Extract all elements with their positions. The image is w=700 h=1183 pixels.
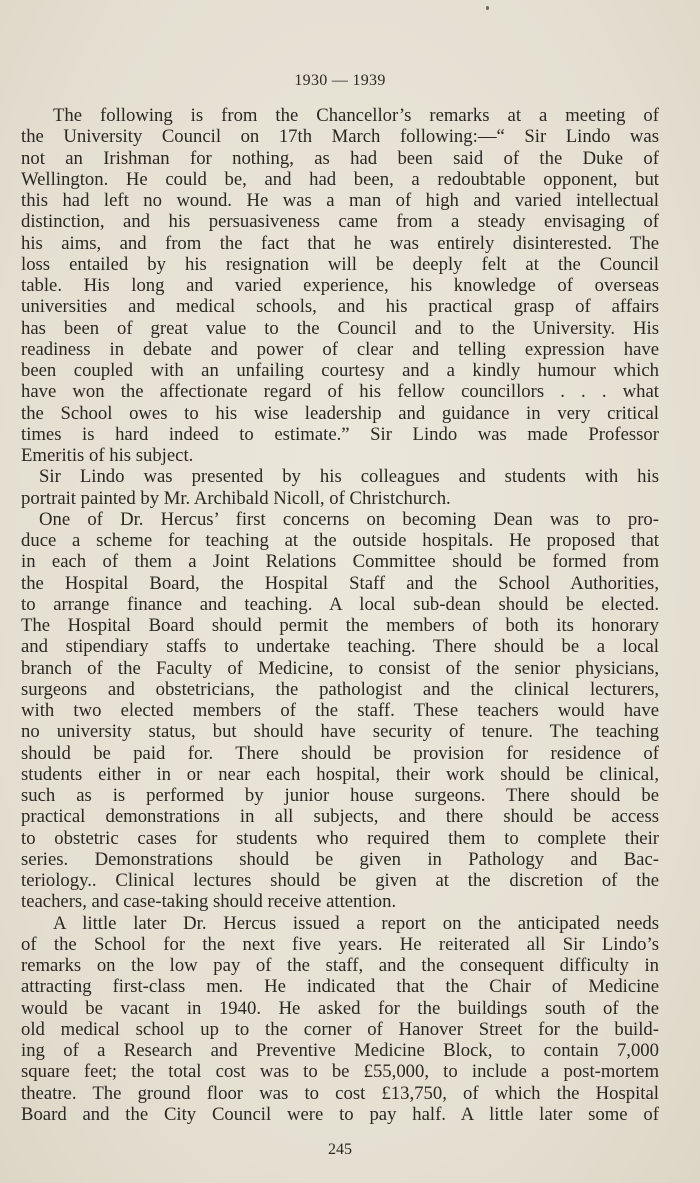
text-line: his aims, and from the fact that he was entirely disinterested. The	[21, 232, 659, 254]
text-line: and stipendiary staffs to undertake teaching. There should be a local	[21, 636, 659, 658]
text-line: has been of great value to the Council and to the University. His	[21, 317, 659, 339]
body-text	[21, 105, 659, 1125]
text-line: teachers, and case-taking should receive attention.	[21, 891, 397, 913]
page-number: 245	[328, 1141, 352, 1158]
text-line: distinction, and his persuasiveness came from a steady envisaging of	[21, 211, 659, 233]
text-line: square feet; the total cost was to be £55,000, to include a post-mortem	[21, 1061, 659, 1083]
text-line: universities and medical schools, and his practical grasp of affairs	[21, 296, 659, 318]
text-line: Board and the City Council were to pay half. A little later some of	[21, 1103, 659, 1125]
text-line: of the School for the next five years. He reiterated all Sir Lindo’s	[21, 933, 659, 955]
text-line: remarks on the low pay of the staff, and the consequent difficulty in	[21, 955, 659, 976]
text-line: Sir Lindo was presented by his colleagues and students with his	[39, 466, 659, 488]
text-line: The following is from the Chancellor’s remarks at a meeting of	[53, 105, 659, 126]
text-line: teriology.. Clinical lectures should be given at the discretion of the	[21, 870, 659, 891]
ink-speck	[486, 6, 489, 10]
text-line: this had left no wound. He was a man of high and varied intellectual	[21, 190, 659, 211]
text-line: been coupled with an unfailing courtesy and a kindly humour which	[21, 360, 659, 381]
text-line: not an Irishman for nothing, as had been said of the Duke of	[21, 147, 659, 169]
text-line: branch of the Faculty of Medicine, to consist of the senior physicians,	[21, 657, 659, 679]
text-line: Wellington. He could be, and had been, a redoubtable opponent, but	[21, 168, 659, 190]
text-line: would be vacant in 1940. He asked for the buildings south of the	[21, 997, 659, 1019]
paragraph	[21, 105, 659, 466]
paragraph	[21, 913, 659, 1126]
text-line: attracting first-class men. He indicated that the Chair of Medicine	[21, 976, 659, 998]
text-line: the University Council on 17th March following:—“ Sir Lindo was	[21, 126, 659, 148]
text-line: duce a scheme for teaching at the outside hospitals. He proposed that	[21, 530, 659, 551]
text-line: series. Demonstrations should be given in Pathology and Bac-	[21, 848, 659, 870]
text-line: table. His long and varied experience, his knowledge of overseas	[21, 275, 659, 296]
text-line: should be paid for. There should be provision for residence of	[21, 742, 659, 764]
text-line: have won the affectionate regard of his fellow councillors . . . what	[21, 381, 659, 403]
text-line: theatre. The ground floor was to cost £13,750, of which the Hospital	[21, 1082, 659, 1104]
text-line: times is hard indeed to estimate.” Sir Lindo was made Professor	[21, 423, 659, 445]
text-line: The Hospital Board should permit the members of both its honorary	[21, 615, 659, 636]
text-line: such as is performed by junior house surgeons. There should be	[21, 785, 659, 806]
text-line: old medical school up to the corner of Hanover Street for the build-	[21, 1018, 659, 1040]
text-line: ing of a Research and Preventive Medicine Block, to contain 7,000	[21, 1040, 659, 1061]
text-line: surgeons and obstetricians, the pathologist and the clinical lecturers,	[21, 678, 659, 700]
text-line: no university status, but should have security of tenure. The teaching	[21, 721, 659, 743]
text-line: the Hospital Board, the Hospital Staff and the School Authorities,	[21, 572, 659, 594]
text-line: the School owes to his wise leadership and guidance in very critical	[21, 402, 659, 424]
text-line: portrait painted by Mr. Archibald Nicoll, of Christchurch.	[21, 487, 451, 509]
text-line: to arrange finance and teaching. A local sub-dean should be elected.	[21, 593, 659, 615]
text-line: with two elected members of the staff. These teachers would have	[21, 700, 659, 721]
text-line: One of Dr. Hercus’ first concerns on becoming Dean was to pro-	[39, 508, 659, 530]
text-line: loss entailed by his resignation will be deeply felt at the Council	[21, 253, 659, 275]
text-line: practical demonstrations in all subjects, and there should be access	[21, 806, 659, 828]
text-line: in each of them a Joint Relations Committee should be formed from	[21, 551, 659, 573]
text-line: Emeritis of his subject.	[21, 445, 194, 466]
running-head: 1930 — 1939	[294, 72, 386, 89]
paragraph	[21, 509, 659, 913]
text-line: to obstetric cases for students who required them to complete their	[21, 827, 659, 849]
text-line: readiness in debate and power of clear and telling expression have	[21, 338, 659, 360]
paragraph	[21, 466, 659, 509]
text-line: students either in or near each hospital, their work should be clinical,	[21, 763, 659, 785]
text-line: A little later Dr. Hercus issued a report on the anticipated needs	[53, 912, 659, 934]
